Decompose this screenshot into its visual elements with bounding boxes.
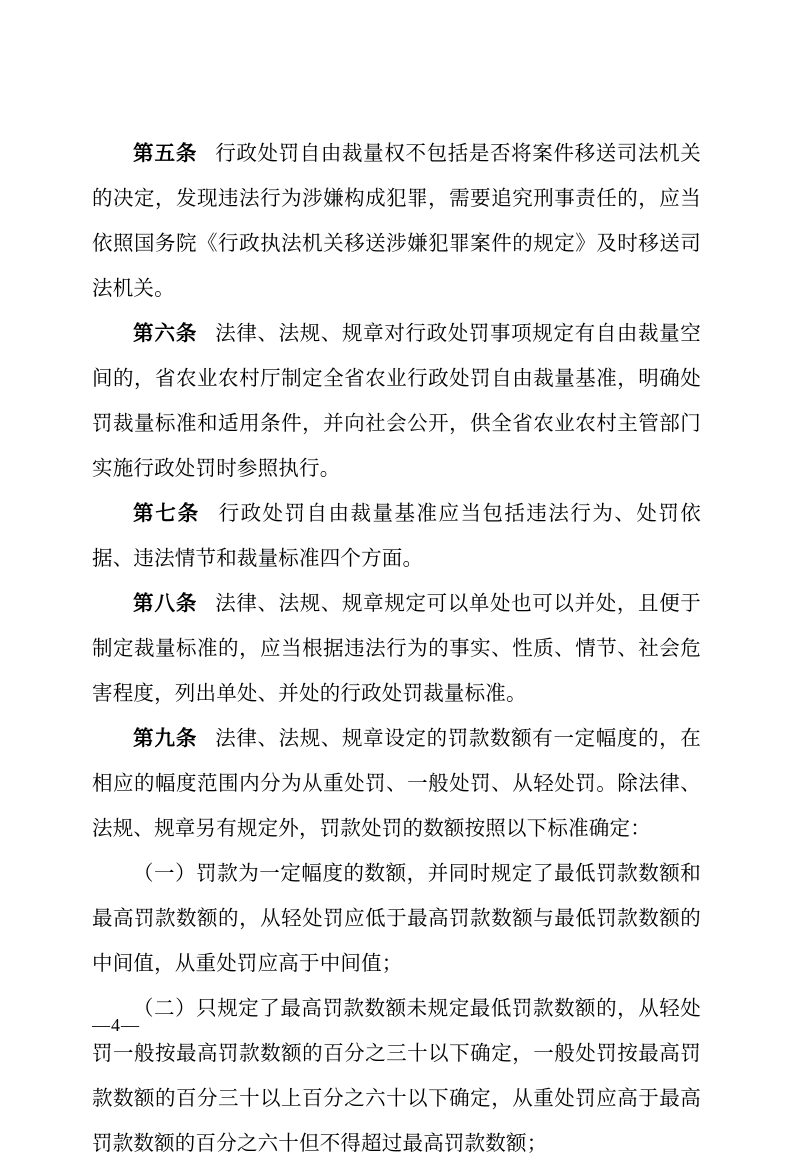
article-label-8: 第八条 [133,593,198,615]
paragraph-article-7 [92,492,701,582]
item-text-1: （一）罚款为一定幅度的数额，并同时规定了最低罚款数额和最高罚款数额的，从轻处罚应低于最高罚款数额与最低罚款数额的中间值，从重处罚应高于中间值； [92,863,701,975]
article-label-7: 第七条 [133,503,200,525]
paragraph-article-6 [92,312,701,492]
paragraph-article-8 [92,582,701,717]
document-body [92,132,701,1167]
paragraph-item-2 [92,987,701,1167]
article-text-5: 行政处罚自由裁量权不包括是否将案件移送司法机关的决定，发现违法行为涉嫌构成犯罪，需要追究刑事责任的，应当依照国务院《行政执法机关移送涉嫌犯罪案件的规定》及时移送司法机关。 [92,143,701,300]
article-text-6: 法律、法规、规章对行政处罚事项规定有自由裁量空间的，省农业农村厅制定全省农业行政处罚自由裁量基准，明确处罚裁量标准和适用条件，并向社会公开，供全省农业农村主管部门实施行政处罚时参照执行。 [92,323,701,480]
paragraph-article-5 [92,132,701,312]
paragraph-item-1 [92,852,701,987]
article-label-6: 第六条 [133,323,198,345]
article-label-5: 第五条 [133,143,198,165]
article-text-7: 行政处罚自由裁量基准应当包括违法行为、处罚依据、违法情节和裁量标准四个方面。 [92,503,702,570]
page-number: —4— [92,1015,140,1035]
item-text-2: （二）只规定了最高罚款数额未规定最低罚款数额的，从轻处罚一般按最高罚款数额的百分之三十以下确定，一般处罚按最高罚款数额的百分三十以上百分之六十以下确定，从重处罚应高于最高罚款数额的百分之六十但不得超过最高罚款数额； [92,998,701,1155]
article-text-8: 法律、法规、规章规定可以单处也可以并处，且便于制定裁量标准的，应当根据违法行为的事实、性质、情节、社会危害程度，列出单处、并处的行政处罚裁量标准。 [92,593,701,705]
article-label-9: 第九条 [133,728,198,750]
article-text-9: 法律、法规、规章设定的罚款数额有一定幅度的，在相应的幅度范围内分为从重处罚、一般处罚、从轻处罚。除法律、法规、规章另有规定外，罚款处罚的数额按照以下标准确定： [92,728,701,840]
paragraph-article-9 [92,717,701,852]
